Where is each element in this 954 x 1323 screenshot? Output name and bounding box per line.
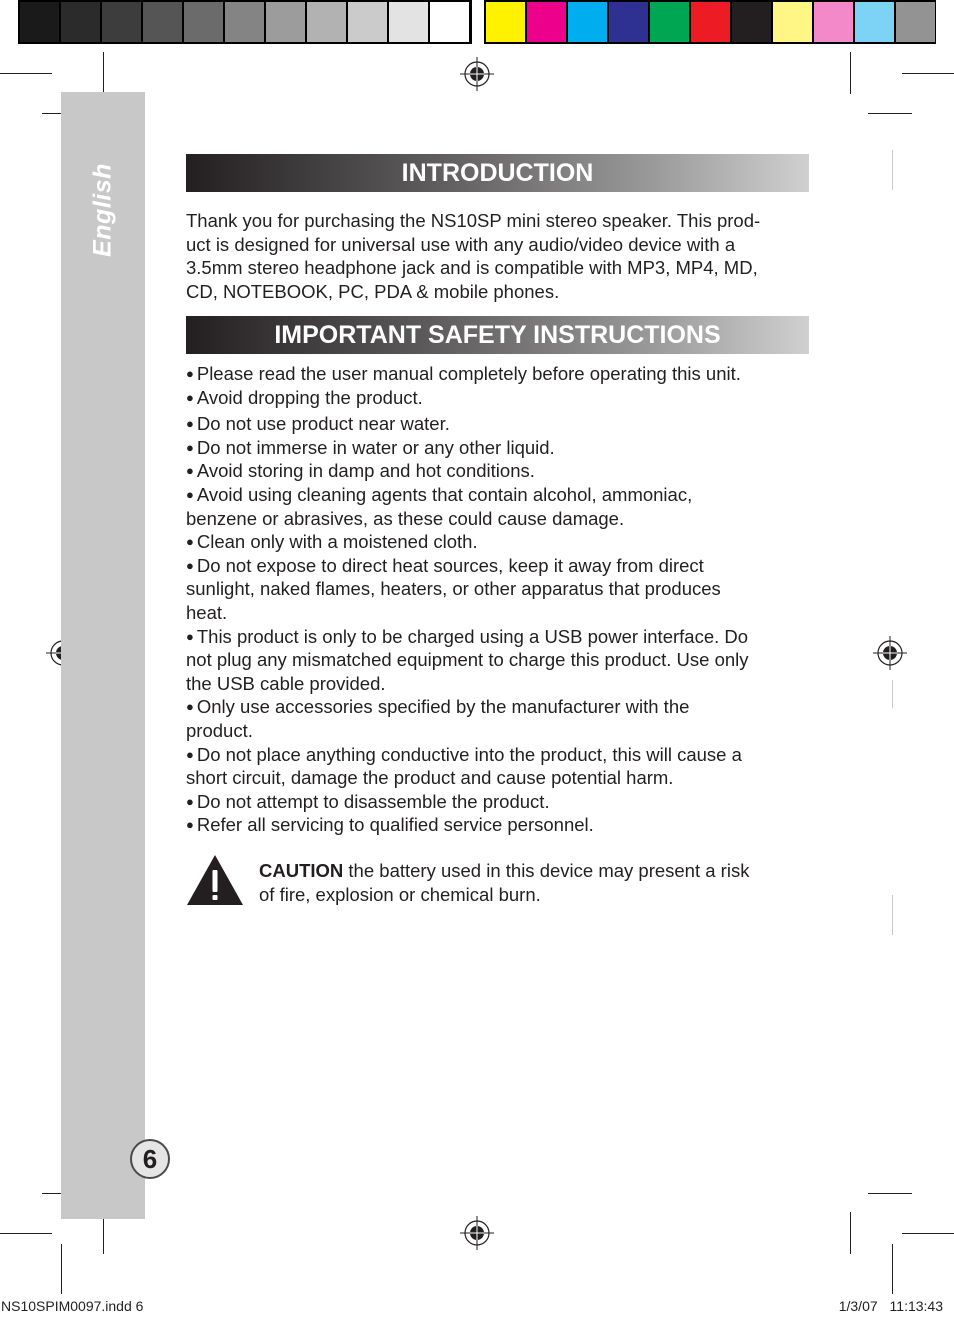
list-item	[186, 483, 812, 530]
grayscale-swatch	[307, 2, 346, 42]
text-line: sunlight, naked flames, heaters, or other apparatus that produces	[186, 578, 721, 600]
crop-mark	[61, 1244, 62, 1294]
list-item	[186, 695, 812, 742]
text-line: Clean only with a moistened cloth.	[196, 531, 478, 553]
text-line: uct is designed for universal use with any audio/video device with a	[186, 233, 736, 255]
margin-rule	[892, 680, 893, 708]
process-swatch	[732, 2, 771, 42]
crop-mark	[0, 1233, 52, 1234]
bullet-icon: ●	[186, 486, 194, 502]
text-line: Do not attempt to disassemble the product.	[196, 790, 550, 812]
text-line: Avoid dropping the product.	[196, 386, 423, 408]
bullet-icon: ●	[186, 628, 194, 644]
crop-mark	[902, 1233, 954, 1234]
safety-heading: IMPORTANT SAFETY INSTRUCTIONS	[186, 316, 809, 354]
text-line: Do not use product near water.	[196, 413, 450, 435]
text-line: Please read the user manual completely before operating this unit.	[196, 363, 741, 384]
grayscale-swatch	[225, 2, 264, 42]
crop-mark	[868, 113, 912, 114]
text-line: CD, NOTEBOOK, PC, PDA & mobile phones.	[186, 280, 560, 302]
grayscale-swatch	[184, 2, 223, 42]
bullet-icon: ●	[186, 439, 194, 455]
grayscale-swatch	[348, 2, 387, 42]
bullet-icon: ●	[186, 463, 194, 479]
bullet-icon: ●	[186, 366, 194, 381]
text-line: Thank you for purchasing the NS10SP mini stereo speaker. This prod-	[186, 210, 761, 231]
process-swatch	[486, 2, 525, 42]
process-swatch	[814, 2, 853, 42]
process-swatch	[527, 2, 566, 42]
bullet-icon: ●	[186, 557, 194, 573]
bullet-icon: ●	[186, 793, 194, 809]
caution-line: the battery used in this device may present a risk	[343, 860, 750, 881]
text-line: Do not place anything conductive into the product, this will cause a	[196, 743, 742, 765]
footer-timestamp: 1/3/07 11:13:43	[838, 1298, 943, 1314]
process-swatch	[896, 2, 935, 42]
list-item	[186, 362, 812, 386]
list-item	[186, 459, 812, 483]
text-line: benzene or abrasives, as these could cause damage.	[186, 507, 625, 529]
grayscale-swatch	[20, 2, 59, 42]
list-item	[186, 743, 812, 790]
process-swatch	[855, 2, 894, 42]
margin-rule	[892, 150, 893, 190]
registration-mark-icon	[873, 636, 907, 670]
list-item	[186, 625, 812, 696]
language-label: English	[88, 163, 117, 257]
text-line: not plug any mismatched equipment to charge this product. Use only	[186, 649, 749, 671]
text-line: Only use accessories specified by the manufacturer with the	[196, 696, 690, 718]
registration-mark-icon	[460, 1216, 494, 1250]
text-line: Do not expose to direct heat sources, keep it away from direct	[196, 554, 704, 576]
bullet-icon: ●	[186, 389, 194, 405]
text-line: short circuit, damage the product and cause potential harm.	[186, 767, 674, 789]
list-item	[186, 530, 812, 554]
caution-label: CAUTION	[259, 860, 344, 881]
bullet-icon: ●	[186, 699, 194, 715]
list-item	[186, 554, 812, 625]
bullet-icon: ●	[186, 534, 194, 550]
text-line: Avoid storing in damp and hot conditions.	[196, 460, 535, 482]
registration-mark-icon	[460, 57, 494, 91]
crop-mark	[850, 52, 851, 94]
grayscale-swatch	[266, 2, 305, 42]
process-swatch	[650, 2, 689, 42]
text-line: the USB cable provided.	[186, 672, 386, 694]
margin-rule	[892, 895, 893, 935]
list-item	[186, 412, 812, 436]
safety-list	[186, 362, 812, 837]
text-line: heat.	[186, 601, 228, 623]
sidebar	[61, 92, 145, 1219]
text-line: Refer all servicing to qualified service personnel.	[196, 814, 594, 836]
list-item	[186, 813, 812, 837]
crop-mark	[902, 73, 954, 74]
crop-mark	[0, 73, 52, 74]
caution-notice	[259, 859, 819, 906]
caution-line: of fire, explosion or chemical burn.	[259, 883, 541, 905]
bullet-icon: ●	[186, 817, 194, 833]
crop-mark	[850, 1212, 851, 1254]
grayscale-swatch	[389, 2, 428, 42]
process-swatch	[609, 2, 648, 42]
text-line: Avoid using cleaning agents that contain alcohol, ammoniac,	[196, 483, 693, 505]
list-item	[186, 386, 812, 410]
bullet-icon: ●	[186, 746, 194, 762]
footer-filename: NS10SPIM0097.indd 6	[1, 1298, 144, 1314]
crop-mark	[103, 52, 104, 94]
list-item	[186, 436, 812, 460]
warning-triangle-icon	[186, 853, 244, 907]
text-line: 3.5mm stereo headphone jack and is compatible with MP3, MP4, MD,	[186, 257, 758, 279]
process-swatch	[773, 2, 812, 42]
list-item	[186, 790, 812, 814]
introduction-body	[186, 209, 812, 303]
text-line: This product is only to be charged using a USB power interface. Do	[196, 625, 749, 647]
grayscale-swatch	[102, 2, 141, 42]
color-calibration-bar	[18, 0, 936, 44]
text-line: product.	[186, 719, 253, 741]
crop-mark	[892, 1244, 893, 1294]
page-number: 6	[130, 1139, 170, 1179]
process-swatch	[568, 2, 607, 42]
text-line: Do not immerse in water or any other liquid.	[196, 436, 555, 458]
grayscale-swatch	[430, 2, 469, 42]
grayscale-swatch	[61, 2, 100, 42]
process-swatch	[691, 2, 730, 42]
introduction-heading: INTRODUCTION	[186, 154, 809, 192]
crop-mark	[868, 1193, 912, 1194]
grayscale-swatch	[143, 2, 182, 42]
bullet-icon: ●	[186, 416, 194, 432]
